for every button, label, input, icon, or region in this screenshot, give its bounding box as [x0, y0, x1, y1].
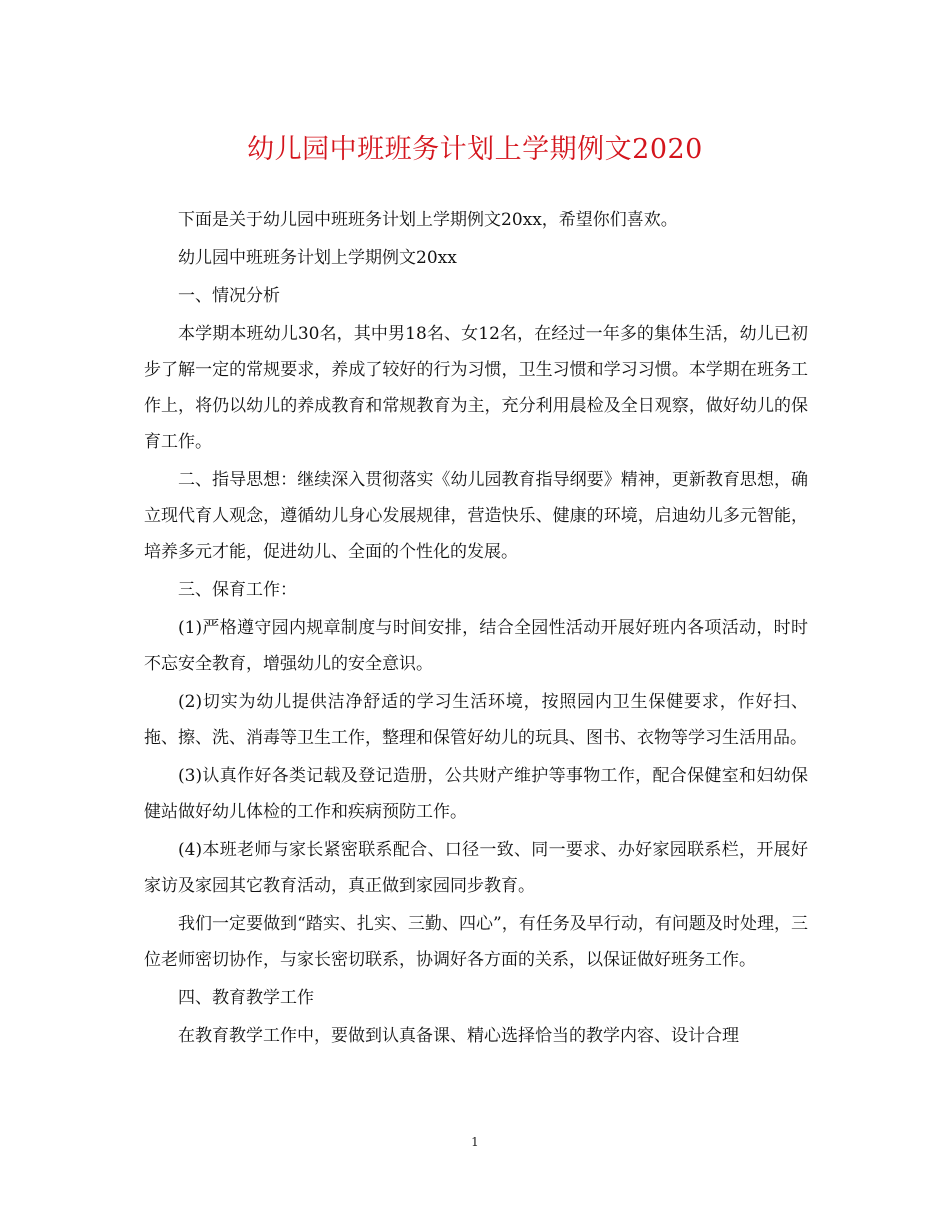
page-number: 1: [471, 1135, 479, 1149]
paragraph-situation: 本学期本班幼儿30名，其中男18名、女12名，在经过一年多的集体生活，幼儿已初步了解一定的常规要求，养成了较好的行为习惯，卫生习惯和学习习惯。本学期在班务工作上，将仍以幼儿的养成教育和常规教育为主，充分利用晨检及全日观察，做好幼儿的保育工作。: [144, 324, 808, 452]
paragraph-guiding-thought: 二、指导思想：继续深入贯彻落实《幼儿园教育指导纲要》精神，更新教育思想，确立现代育人观念，遵循幼儿身心发展规律，营造快乐、健康的环境，启迪幼儿多元智能，培养多元才能，促进幼儿、全面的个性化的发展。: [144, 470, 808, 562]
paragraph-subtitle: 幼儿园中班班务计划上学期例文20xx: [178, 248, 457, 268]
document-body: [144, 202, 808, 1056]
section-heading-situation: 一、情况分析: [178, 286, 280, 306]
section-heading-teaching: 四、教育教学工作: [178, 988, 314, 1008]
paragraph-intro: 下面是关于幼儿园中班班务计划上学期例文20xx，希望你们喜欢。: [178, 210, 678, 230]
paragraph-care-3: (3)认真作好各类记载及登记造册，公共财产维护等事物工作，配合保健室和妇幼保健站做好幼儿体检的工作和疾病预防工作。: [144, 766, 808, 822]
document-title: 幼儿园中班班务计划上学期例文2020: [247, 134, 703, 165]
paragraph-care-1: (1)严格遵守园内规章制度与时间安排，结合全园性活动开展好班内各项活动，时时不忘安全教育，增强幼儿的安全意识。: [144, 618, 808, 674]
paragraph-commitment: 我们一定要做到“踏实、扎实、三勤、四心”，有任务及早行动，有问题及时处理，三位老师密切协作，与家长密切联系，协调好各方面的关系，以保证做好班务工作。: [144, 914, 808, 970]
paragraph-teaching: 在教育教学工作中，要做到认真备课、精心选择恰当的教学内容、设计合理: [178, 1026, 739, 1046]
paragraph-care-4: (4)本班老师与家长紧密联系配合、口径一致、同一要求、办好家园联系栏，开展好家访及家园其它教育活动，真正做到家园同步教育。: [144, 840, 808, 896]
paragraph-care-2: (2)切实为幼儿提供洁净舒适的学习生活环境，按照园内卫生保健要求，作好扫、拖、擦、洗、消毒等卫生工作，整理和保管好幼儿的玩具、图书、衣物等学习生活用品。: [144, 692, 808, 748]
section-heading-care: 三、保育工作：: [178, 580, 297, 600]
